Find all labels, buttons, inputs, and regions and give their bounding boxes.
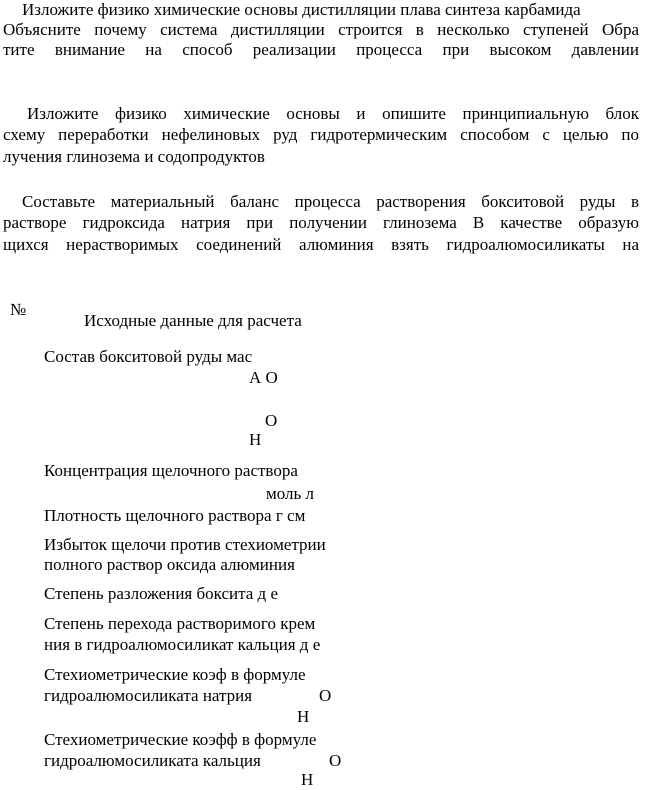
table-row-label: Стехиометрические коэфф в формуле [44,730,317,749]
table-row-label: Стехиометрические коэф в формуле [44,665,306,684]
task1-line2: Объясните почему система дистилляции строится в несколько ступеней Обра [3,20,639,39]
table-row-extra: Н [301,770,314,789]
table-row-label: гидроалюмосиликата кальция [44,751,261,770]
table-row-label: Степень разложения боксита д е [44,584,278,603]
task1-line1: Изложите физико химические основы дистилляции плава синтеза карбамида [22,0,581,19]
table-row-label: полного раствор оксида алюминия [44,555,295,574]
table-row-label: Концентрация щелочного раствора [44,461,298,480]
table-row-label: гидроалюмосиликата натрия [44,686,253,705]
table-header: Исходные данные для расчета [84,311,302,330]
table-row-extra: О [319,686,332,705]
task2-line1: Изложите физико химические основы и опишите принципиальную блок [27,104,639,123]
table-row-label: Состав бокситовой руды мас [44,347,253,366]
table-row-label: Избыток щелочи против стехиометрии [44,535,326,554]
task3-line3: щихся нерастворимых соединений алюминия взять гидроалюмосиликаты на [3,235,639,254]
table-row-label: ния в гидроалюмосиликат кальция д е [44,635,321,654]
task3-line1: Составьте материальный баланс процесса растворения бокситовой руды в [22,192,639,211]
table-number-symbol: № [10,300,27,319]
table-row-extra: А О [249,368,278,387]
table-row-label: Плотность щелочного раствора г см [44,506,306,525]
table-row-label: Степень перехода растворимого крем [44,614,316,633]
task1-line3: тите внимание на способ реализации процесса при высоком давлении [3,40,639,59]
table-row-extra: О [265,411,278,430]
table-row-extra: Н [249,430,262,449]
table-row-extra: моль л [266,484,315,503]
task2-line2: схему переработки нефелиновых руд гидротермическим способом с целью по [3,125,639,144]
table-row-extra: О [329,751,342,770]
table-row-extra: Н [297,707,310,726]
task2-line3: лучения глинозема и содопродуктов [3,147,265,166]
task3-line2: растворе гидроксида натрия при получении глинозема В качестве образую [3,213,639,232]
